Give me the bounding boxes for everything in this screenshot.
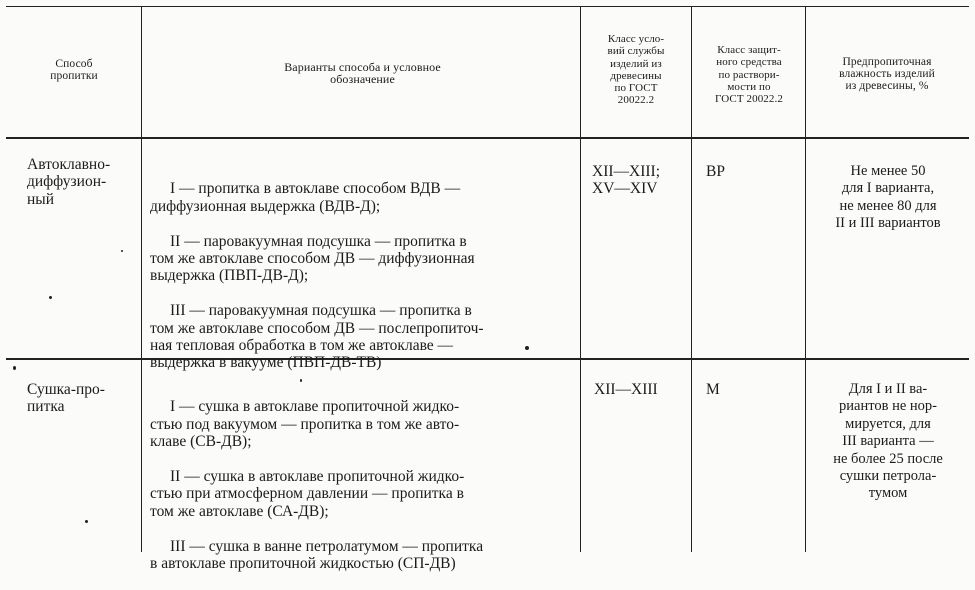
- header-bottom-rule: [6, 137, 969, 139]
- row2-moisture: Для I и II ва- риантов не нор- мируется, для III варианта — не более 25 после сушки петрола- тумом: [833, 381, 943, 502]
- row2-variant-3: III — сушка в ванне петролатумом — пропитка в автоклаве пропиточной жидкостью (СП-ДВ): [150, 537, 484, 573]
- row2-protection-class: М: [706, 381, 720, 398]
- row1-moisture: Не менее 50 для I варианта, не менее 80 для II и III вариантов: [835, 163, 941, 232]
- column-rule-4: [805, 6, 806, 552]
- row2-variant-1: I — сушка в автоклаве пропиточной жидко- стью под вакуумом — пропитка в том же авто- клаве (СВ-ДВ);: [150, 398, 460, 451]
- scan-speck: [121, 250, 123, 252]
- column-rule-1: [141, 6, 142, 552]
- column-rule-2: [580, 6, 581, 552]
- scan-speck: [300, 379, 302, 382]
- header-protection-class: Класс защит- ного средства по раствори- мости по ГОСТ 20022.2: [715, 44, 783, 106]
- table-top-rule: [6, 6, 969, 7]
- row1-variant-1: I — пропитка в автоклаве способом ВДВ — диффузионная выдержка (ВДВ-Д);: [150, 180, 461, 215]
- row2-variant-2: II — сушка в автоклаве пропиточной жидко- стью при атмосферном давлении — пропитка в том же автоклаве (СА-ДВ);: [150, 468, 465, 520]
- row2-variants: [150, 381, 574, 590]
- row1-variant-2: II — паровакуумная подсушка — пропитка в том же автоклаве способом ДВ — диффузионная выдержка (ПВП-ДВ-Д);: [150, 232, 475, 285]
- row1-variants: [150, 163, 574, 389]
- scan-speck: [525, 346, 529, 350]
- header-variants: Варианты способа и условное обозначение: [284, 60, 441, 86]
- row1-service-class: XII—XIII; XV—XIV: [592, 163, 661, 198]
- row2-service-class: XII—XIII: [594, 381, 658, 398]
- header-service-class: Класс усло- вий службы изделий из древесины по ГОСТ 20022.2: [607, 33, 665, 107]
- row1-method: Автоклавно- диффузион- ный: [27, 156, 111, 208]
- header-method: Способ пропитки: [50, 58, 98, 82]
- row1-protection-class: ВР: [706, 163, 725, 180]
- scan-speck: [49, 296, 52, 299]
- scan-speck: [13, 366, 16, 370]
- column-rule-3: [691, 6, 692, 552]
- row1-variant-3: III — паровакуумная подсушка — пропитка в том же автоклаве способом ДВ — послепропиточ- ная тепловая обработка в том же автоклаве — выдержка в вакууме (ПВП-ДВ-ТВ): [150, 302, 484, 372]
- header-moisture: Предпропиточная влажность изделий из древесины, %: [839, 56, 935, 92]
- row2-method: Сушка-про- питка: [27, 381, 105, 416]
- scan-speck: [85, 520, 88, 523]
